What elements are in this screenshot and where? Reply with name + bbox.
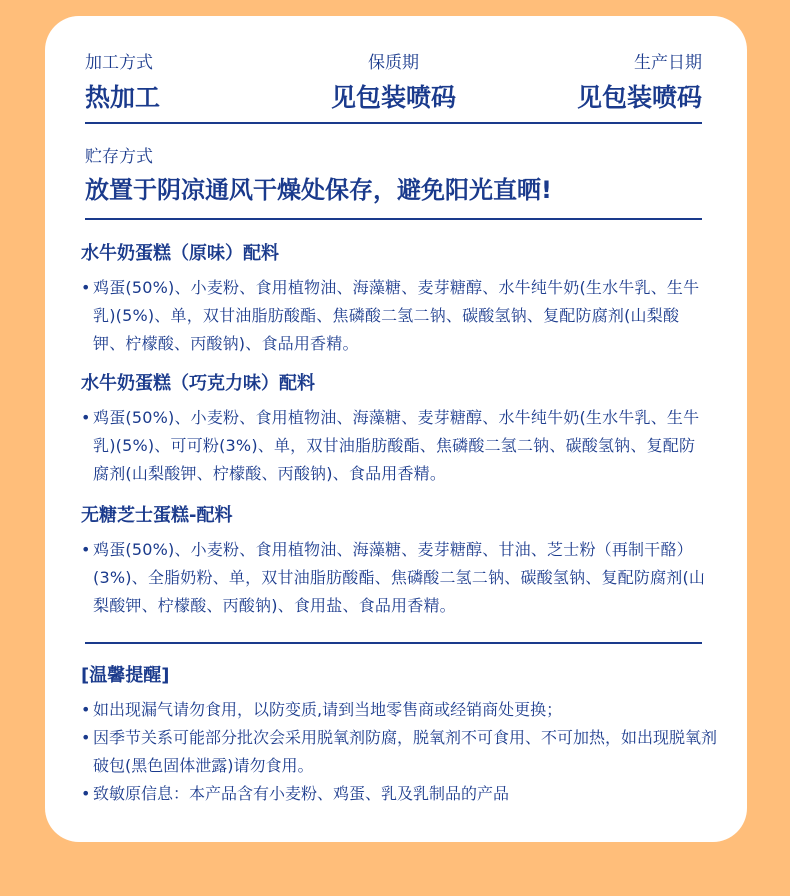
- tip-text: 因季节关系可能部分批次会采用脱氧剂防腐，脱氧剂不可食用、不可加热，如出现脱氧剂破包(黑色固体泄露)请勿食用。: [93, 728, 718, 775]
- divider-ingredients: [85, 642, 702, 644]
- bullet: •: [81, 540, 91, 559]
- tips-title: [温馨提醒]: [81, 665, 170, 686]
- ingredients-title: 水牛奶蛋糕（原味）配料: [81, 243, 279, 264]
- bullet: •: [81, 784, 91, 803]
- divider-storage: [85, 218, 702, 220]
- bullet: •: [81, 728, 91, 747]
- ingredients-title: 水牛奶蛋糕（巧克力味）配料: [81, 373, 315, 394]
- ingredients-cheese: [81, 504, 711, 620]
- ingredients-chocolate: [81, 372, 711, 488]
- ingredients-title: 无糖芝士蛋糕-配料: [81, 505, 233, 526]
- tip-item: [81, 724, 721, 780]
- ingredients-original: [81, 242, 711, 358]
- bullet: •: [81, 278, 91, 297]
- info-card: [45, 16, 747, 842]
- ingredients-text: [81, 274, 711, 358]
- bullet: •: [81, 408, 91, 427]
- bullet: •: [81, 700, 91, 719]
- processing-method-label: 加工方式: [85, 53, 153, 73]
- ingredients-list: 鸡蛋(50%)、小麦粉、食用植物油、海藻糖、麦芽糖醇、水牛纯牛奶(生水牛乳、生牛乳)(5%)、单，双甘油脂肪酸酯、焦磷酸二氢二钠、碳酸氢钠、复配防腐剂(山梨酸钾、柠檬酸、丙酸钠)、食品用香精。: [93, 278, 700, 353]
- divider-meta: [85, 122, 702, 124]
- tip-text: 致敏原信息：本产品含有小麦粉、鸡蛋、乳及乳制品的产品: [93, 784, 510, 803]
- ingredients-text: [81, 536, 711, 620]
- production-date-label: 生产日期: [634, 53, 702, 73]
- production-date: [577, 52, 702, 114]
- tip-text: 如出现漏气请勿食用，以防变质,请到当地零售商或经销商处更换；: [93, 700, 563, 719]
- storage-value: 放置于阴凉通风干燥处保存，避免阳光直晒!: [85, 176, 552, 204]
- storage-label: 贮存方式: [85, 147, 153, 167]
- shelf-life-label: 保质期: [368, 53, 419, 73]
- ingredients-list: 鸡蛋(50%)、小麦粉、食用植物油、海藻糖、麦芽糖醇、水牛纯牛奶(生水牛乳、生牛乳)(5%)、可可粉(3%)、单，双甘油脂肪酸酯、焦磷酸二氢二钠、碳酸氢钠、复配防腐剂(山梨酸钾、柠檬酸、丙酸钠)、食品用香精。: [93, 408, 700, 483]
- product-meta-row: [85, 52, 702, 128]
- tip-item: [81, 696, 721, 724]
- shelf-life-value: 见包装喷码: [330, 83, 456, 112]
- processing-method-value: 热加工: [85, 83, 161, 112]
- production-date-value: 见包装喷码: [576, 83, 702, 112]
- tips-section: [81, 664, 721, 808]
- tips-list: [81, 696, 721, 808]
- tip-item: [81, 780, 721, 808]
- storage-section: [85, 146, 705, 206]
- ingredients-list: 鸡蛋(50%)、小麦粉、食用植物油、海藻糖、麦芽糖醇、甘油、芝士粉（再制干酪）(3%)、全脂奶粉、单，双甘油脂肪酸酯、焦磷酸二氢二钠、碳酸氢钠、复配防腐剂(山梨酸钾、柠檬酸、丙酸钠)、食用盐、食品用香精。: [93, 540, 706, 615]
- ingredients-text: [81, 404, 711, 488]
